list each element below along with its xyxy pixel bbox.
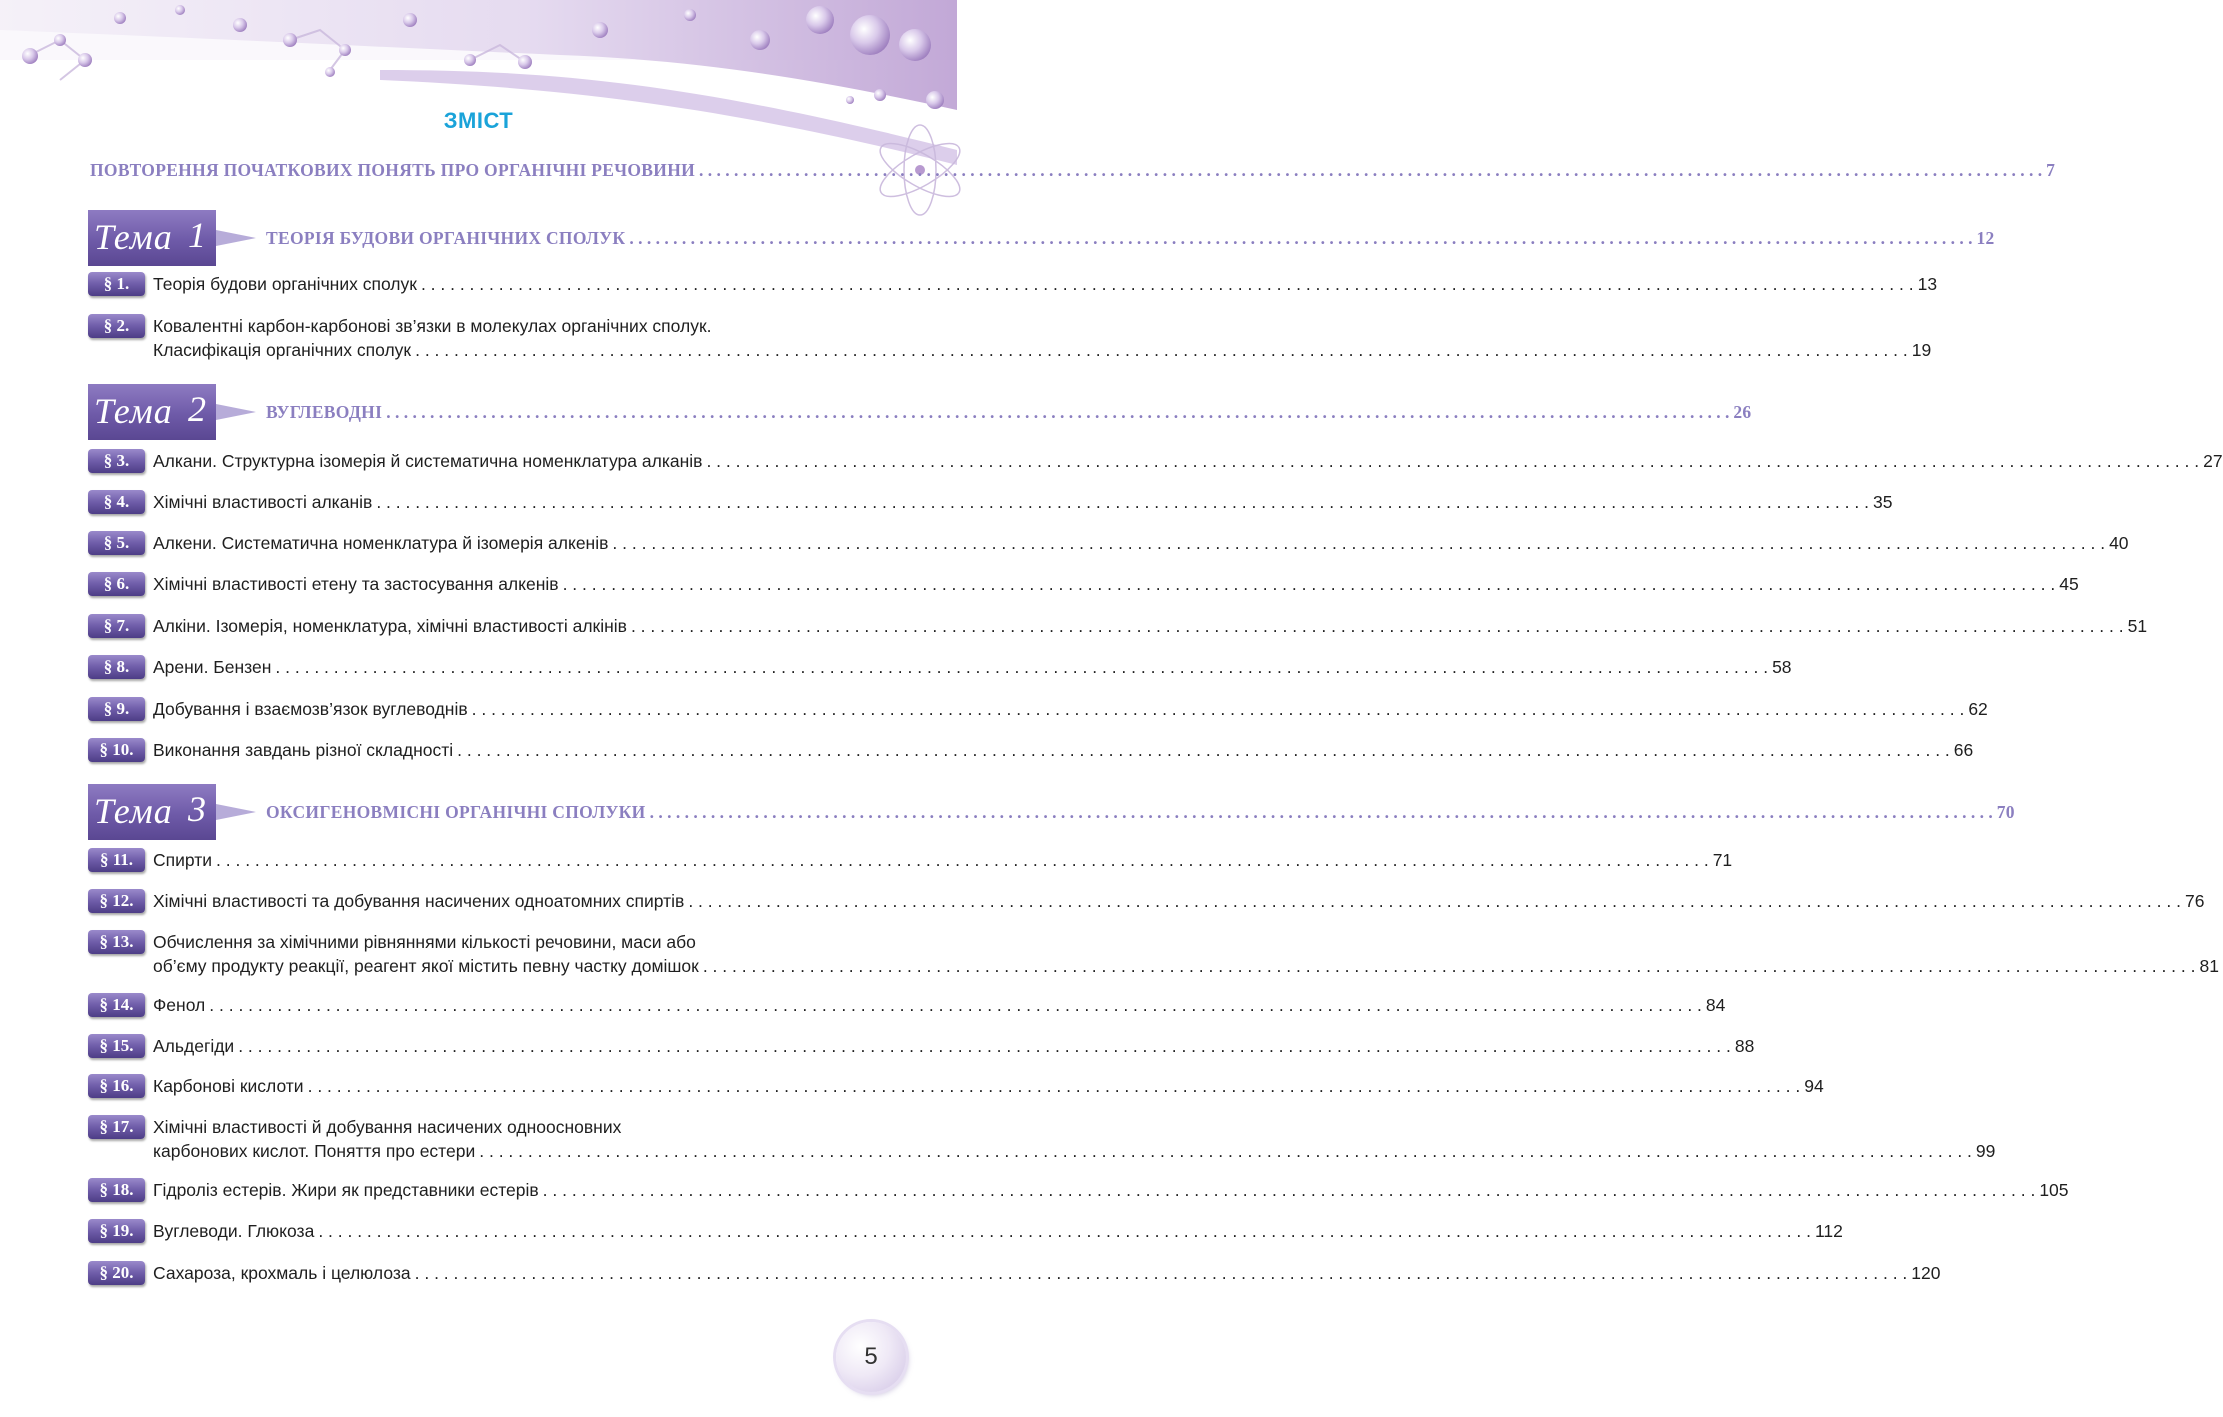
theme-page-number: 12 xyxy=(1976,228,1995,248)
theme-title-text: ВУГЛЕВОДНІ xyxy=(266,402,383,422)
section-badge: § 10. xyxy=(88,738,145,762)
entry-title: Карбонові кислоти xyxy=(153,1076,304,1096)
entry-page-number: 112 xyxy=(1814,1221,1843,1241)
dot-leader xyxy=(703,954,2196,978)
entry-line xyxy=(153,738,1974,762)
theme-title xyxy=(266,802,2015,823)
entry-title: Добування і взаємозв’язок вуглеводнів xyxy=(153,699,468,719)
page-title: ЗМІСТ xyxy=(443,108,514,133)
dot-leader xyxy=(386,402,1729,423)
entry-page-number: 99 xyxy=(1975,1141,1996,1161)
intro-page-number: 7 xyxy=(2046,160,2056,180)
entry-title: Хімічні властивості та добування насичених одноатомних спиртів xyxy=(153,891,685,911)
entry-page-number: 51 xyxy=(2127,616,2148,636)
entry-line xyxy=(153,655,1792,679)
section-badge: § 11. xyxy=(88,848,145,872)
entry-page-number: 40 xyxy=(2109,533,2129,553)
entry-line xyxy=(153,1261,1941,1285)
entry-line xyxy=(153,1139,1996,1163)
entry-line xyxy=(153,1074,1824,1098)
section-badge: § 2. xyxy=(88,314,145,338)
entry-page-number: 71 xyxy=(1712,850,1733,870)
section-badge: § 16. xyxy=(88,1074,145,1098)
section-badge: § 15. xyxy=(88,1034,145,1058)
dot-leader xyxy=(629,228,1972,249)
entry-page-number: 120 xyxy=(1911,1263,1941,1283)
entry-page-number: 94 xyxy=(1804,1076,1824,1096)
entry-page-number: 35 xyxy=(1872,492,1893,512)
section-badge: § 7. xyxy=(88,614,145,638)
entry-page-number: 81 xyxy=(2199,956,2219,976)
dot-leader xyxy=(308,1074,1801,1098)
theme-word: Тема xyxy=(94,217,173,257)
entry-page-number: 62 xyxy=(1968,699,1988,719)
section-badge: § 9. xyxy=(88,697,145,721)
entry-first-line: Обчислення за хімічними рівняннями кількості речовини, маси або xyxy=(153,932,696,952)
dot-leader xyxy=(216,848,1709,872)
entry-first-line: Хімічні властивості й добування насичених одноосновних xyxy=(153,1117,622,1137)
entry-line xyxy=(153,338,1932,362)
theme-page-number: 70 xyxy=(1996,802,2015,822)
theme-title xyxy=(266,228,1995,249)
intro-heading[interactable] xyxy=(90,160,2056,188)
section-badge: § 3. xyxy=(88,449,145,473)
entry-line xyxy=(153,531,2129,555)
entry-title: Виконання завдань різної складності xyxy=(153,740,454,760)
dot-leader xyxy=(612,531,2105,555)
entry-page-number: 76 xyxy=(2184,891,2205,911)
dot-leader xyxy=(318,1219,1811,1243)
entry-line xyxy=(153,954,2219,978)
entry-title: Теорія будови органічних сполук xyxy=(153,274,417,294)
entry-title: Хімічні властивості алканів xyxy=(153,492,373,512)
theme-badge xyxy=(88,210,216,266)
theme-number: 2 xyxy=(188,389,206,429)
entry-line xyxy=(153,1034,1755,1058)
dot-leader xyxy=(650,802,1993,823)
entry-title: Спирти xyxy=(153,850,213,870)
entry-title: Гідроліз естерів. Жири як представники естерів xyxy=(153,1180,539,1200)
section-badge: § 1. xyxy=(88,272,145,296)
dot-leader xyxy=(543,1178,2036,1202)
entry-line xyxy=(153,848,1733,872)
dot-leader xyxy=(706,449,2199,473)
entry-title: Хімічні властивості етену та застосування алкенів xyxy=(153,574,559,594)
section-badge: § 19. xyxy=(88,1219,145,1243)
theme-badge xyxy=(88,784,216,840)
entry-page-number: 58 xyxy=(1772,657,1792,677)
theme-3-heading[interactable] xyxy=(88,784,2015,840)
entry-page-number: 27 xyxy=(2203,451,2223,471)
entry-title: Альдегіди xyxy=(153,1036,235,1056)
dot-leader xyxy=(275,655,1768,679)
section-badge: § 5. xyxy=(88,531,145,555)
entry-page-number: 13 xyxy=(1917,274,1938,294)
entry-title: Класифікація органічних сполук xyxy=(153,340,412,360)
dot-leader xyxy=(415,1261,1908,1285)
entry-page-number: 88 xyxy=(1734,1036,1755,1056)
section-badge: § 13. xyxy=(88,930,145,954)
entry-title: Сахароза, крохмаль і целюлоза xyxy=(153,1263,411,1283)
section-badge: § 14. xyxy=(88,993,145,1017)
entry-page-number: 105 xyxy=(2039,1180,2069,1200)
section-badge: § 17. xyxy=(88,1115,145,1139)
theme-title xyxy=(266,402,1752,423)
dot-leader xyxy=(631,614,2124,638)
dot-leader xyxy=(376,490,1869,514)
theme-word: Тема xyxy=(94,391,173,431)
theme-2-heading[interactable] xyxy=(88,384,1752,440)
entry-line xyxy=(153,1178,2069,1202)
entry-line xyxy=(153,614,2148,638)
theme-word: Тема xyxy=(94,791,173,831)
page-number: 5 xyxy=(836,1322,906,1392)
theme-title-text: ОКСИГЕНОВМІСНІ ОРГАНІЧНІ СПОЛУКИ xyxy=(266,802,646,822)
theme-1-heading[interactable] xyxy=(88,210,1995,266)
entry-page-number: 84 xyxy=(1705,995,1726,1015)
entry-line xyxy=(153,993,1726,1017)
entry-line xyxy=(153,490,1893,514)
arrow-icon xyxy=(216,404,256,420)
entry-title: Арени. Бензен xyxy=(153,657,272,677)
entry-title: карбонових кислот. Поняття про естери xyxy=(153,1141,476,1161)
dot-leader xyxy=(479,1139,1972,1163)
theme-page-number: 26 xyxy=(1733,402,1752,422)
entry-page-number: 66 xyxy=(1953,740,1974,760)
theme-badge xyxy=(88,384,216,440)
theme-number: 3 xyxy=(188,789,206,829)
section-badge: § 18. xyxy=(88,1178,145,1202)
entry-line xyxy=(153,449,2223,473)
dot-leader xyxy=(421,272,1914,296)
dot-leader xyxy=(563,572,2056,596)
entry-first-line: Ковалентні карбон-карбонові зв’язки в молекулах органічних сполук. xyxy=(153,316,712,336)
dot-leader xyxy=(209,993,1702,1017)
section-badge: § 8. xyxy=(88,655,145,679)
dot-leader xyxy=(415,338,1908,362)
entry-line xyxy=(153,697,1988,721)
theme-title-text: ТЕОРІЯ БУДОВИ ОРГАНІЧНИХ СПОЛУК xyxy=(266,228,626,248)
entry-line xyxy=(153,889,2205,913)
dot-leader xyxy=(457,738,1950,762)
section-badge: § 4. xyxy=(88,490,145,514)
entry-line xyxy=(153,572,2079,596)
section-badge: § 20. xyxy=(88,1261,145,1285)
dot-leader xyxy=(472,697,1965,721)
entry-title: Алкани. Структурна ізомерія й систематична номенклатура алканів xyxy=(153,451,703,471)
section-badge: § 6. xyxy=(88,572,145,596)
entry-page-number: 45 xyxy=(2059,574,2079,594)
entry-line xyxy=(153,272,1938,296)
theme-number: 1 xyxy=(188,215,206,255)
arrow-icon xyxy=(216,804,256,820)
entry-title: Фенол xyxy=(153,995,206,1015)
entry-page-number: 19 xyxy=(1911,340,1932,360)
entry-title: Алкени. Систематична номенклатура й ізомерія алкенів xyxy=(153,533,609,553)
dot-leader xyxy=(699,160,2042,181)
entry-line xyxy=(153,1219,1843,1243)
dot-leader xyxy=(688,889,2181,913)
intro-heading-text: ПОВТОРЕННЯ ПОЧАТКОВИХ ПОНЯТЬ ПРО ОРГАНІЧНІ РЕЧОВИНИ xyxy=(90,160,696,180)
section-badge: § 12. xyxy=(88,889,145,913)
arrow-icon xyxy=(216,230,256,246)
dot-leader xyxy=(238,1034,1731,1058)
entry-title: об’єму продукту реакції, реагент якої містить певну частку домішок xyxy=(153,956,699,976)
entry-title: Вуглеводи. Глюкоза xyxy=(153,1221,315,1241)
entry-title: Алкіни. Ізомерія, номенклатура, хімічні властивості алкінів xyxy=(153,616,627,636)
